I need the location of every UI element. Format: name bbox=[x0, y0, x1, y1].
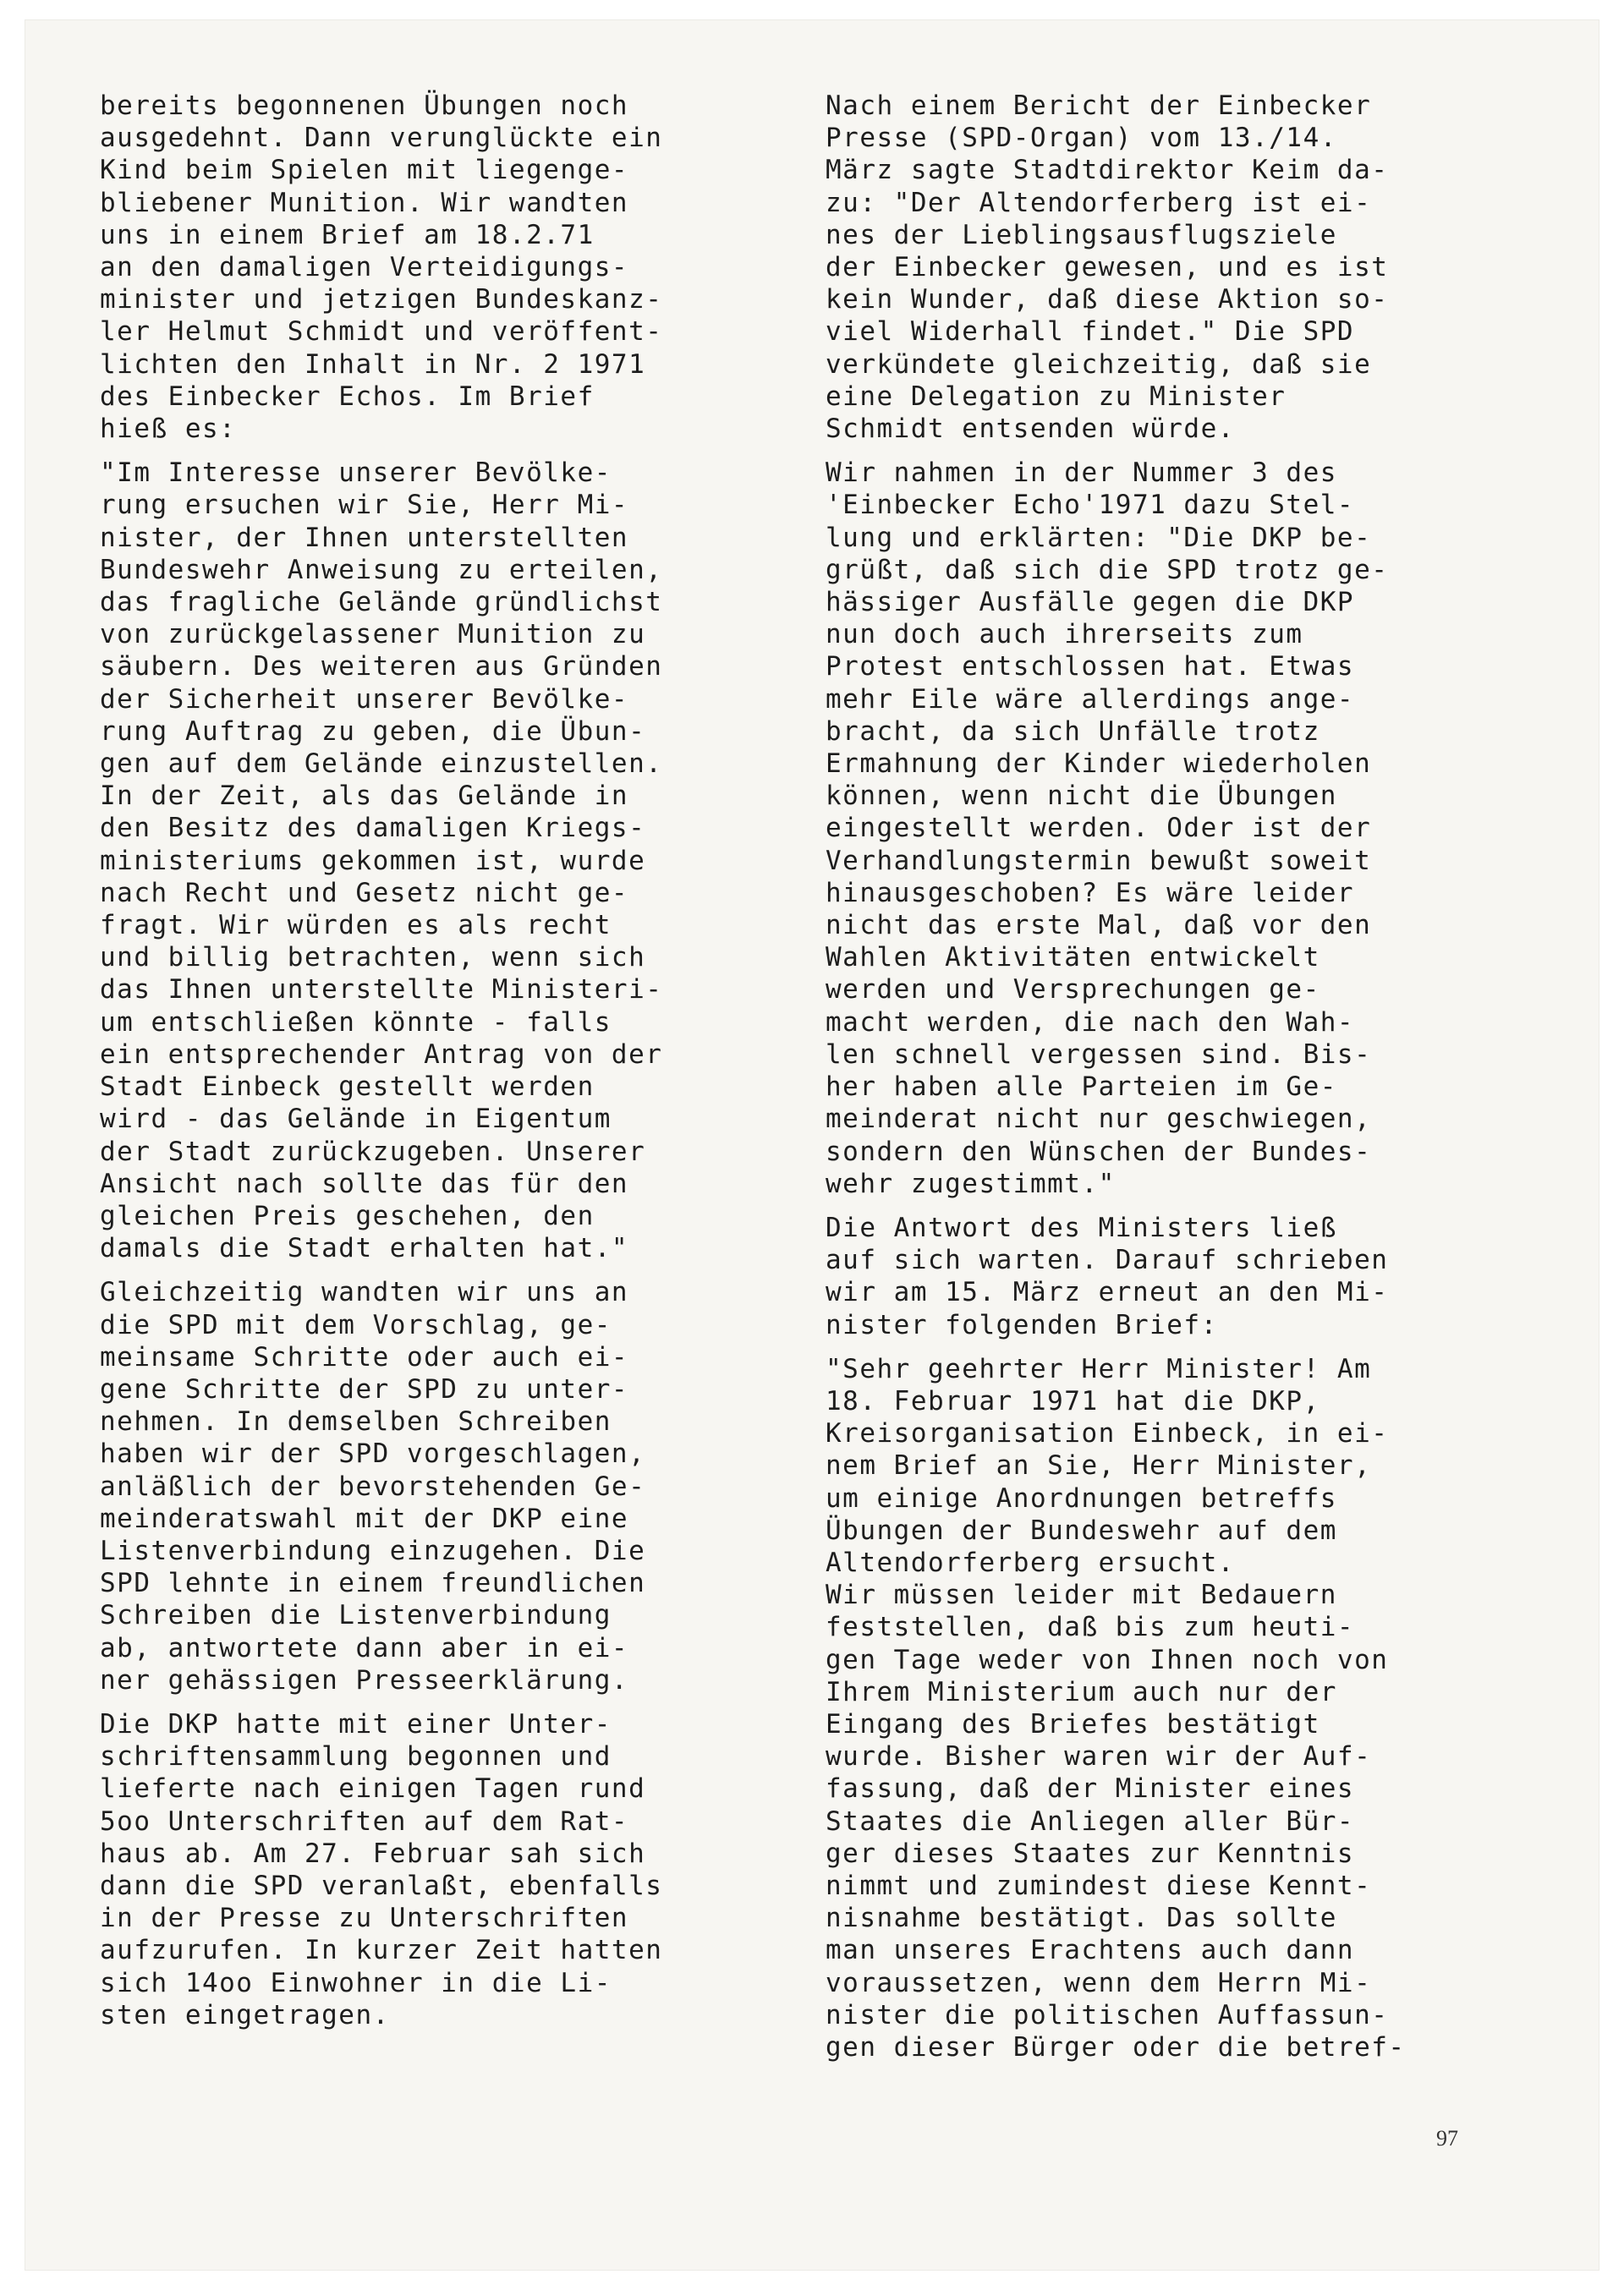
paragraph bbox=[100, 90, 768, 445]
text-line: ein entsprechender Antrag von der bbox=[100, 1038, 663, 1070]
text-line: Protest entschlossen hat. Etwas bbox=[826, 651, 1355, 682]
text-line: bracht, da sich Unfälle trotz bbox=[826, 715, 1320, 747]
text-line: hässiger Ausfälle gegen die DKP bbox=[826, 587, 1355, 618]
text-line: können, wenn nicht die Übungen bbox=[826, 781, 1337, 812]
text-line: ger dieses Staates zur Kenntnis bbox=[826, 1838, 1355, 1869]
text-line: gleichen Preis geschehen, den bbox=[100, 1200, 595, 1231]
text-line: viel Widerhall findet." Die SPD bbox=[826, 316, 1355, 348]
text-line: her haben alle Parteien im Ge- bbox=[826, 1071, 1337, 1103]
text-line: Stadt Einbeck gestellt werden bbox=[100, 1071, 595, 1103]
text-line: aufzurufen. In kurzer Zeit hatten bbox=[100, 1935, 663, 1966]
text-line: kein Wunder, daß diese Aktion so- bbox=[826, 284, 1389, 315]
text-line: bereits begonnenen Übungen noch bbox=[100, 90, 629, 121]
text-line: Verhandlungstermin bewußt soweit bbox=[826, 845, 1372, 876]
text-line: lichten den Inhalt in Nr. 2 1971 bbox=[100, 348, 646, 380]
text-line: der Stadt zurückzugeben. Unserer bbox=[100, 1136, 646, 1167]
text-line: nem Brief an Sie, Herr Minister, bbox=[826, 1450, 1372, 1482]
text-column-right bbox=[826, 90, 1494, 2075]
text-line: gen Tage weder von Ihnen noch von bbox=[826, 1644, 1389, 1675]
text-line: Schreiben die Listenverbindung bbox=[100, 1600, 612, 1631]
text-line: hieß es: bbox=[100, 414, 237, 445]
paragraph bbox=[826, 1212, 1494, 1341]
text-line: sondern den Wünschen der Bundes- bbox=[826, 1136, 1372, 1167]
text-line: sten eingetragen. bbox=[100, 1999, 390, 2030]
paragraph bbox=[826, 1353, 1494, 2063]
text-line: auf sich warten. Darauf schrieben bbox=[826, 1245, 1389, 1276]
text-line: Staates die Anliegen aller Bür- bbox=[826, 1806, 1355, 1837]
text-line: an den damaligen Verteidigungs- bbox=[100, 252, 629, 283]
text-line: das Ihnen unterstellte Ministeri- bbox=[100, 974, 663, 1006]
text-line: anläßlich der bevorstehenden Ge- bbox=[100, 1471, 646, 1502]
text-line: fragt. Wir würden es als recht bbox=[100, 910, 612, 941]
text-line: haus ab. Am 27. Februar sah sich bbox=[100, 1838, 646, 1869]
text-line: nimmt und zumindest diese Kennt- bbox=[826, 1870, 1372, 1901]
text-line: Ihrem Ministerium auch nur der bbox=[826, 1676, 1337, 1707]
document-page bbox=[25, 20, 1599, 2270]
text-line: Die DKP hatte mit einer Unter- bbox=[100, 1708, 612, 1740]
text-line: wurde. Bisher waren wir der Auf- bbox=[826, 1741, 1372, 1773]
text-line: ministeriums gekommen ist, wurde bbox=[100, 845, 646, 876]
text-line: Altendorferberg ersucht. bbox=[826, 1547, 1235, 1578]
text-line: Die Antwort des Ministers ließ bbox=[826, 1212, 1337, 1243]
text-line: dann die SPD veranlaßt, ebenfalls bbox=[100, 1870, 663, 1901]
text-line: die SPD mit dem Vorschlag, ge- bbox=[100, 1309, 612, 1340]
text-line: Wir müssen leider mit Bedauern bbox=[826, 1580, 1337, 1611]
text-line: Nach einem Bericht der Einbecker bbox=[826, 90, 1372, 121]
text-line: Listenverbindung einzugehen. Die bbox=[100, 1535, 646, 1566]
text-line: werden und Versprechungen ge- bbox=[826, 974, 1320, 1006]
text-line: meinsame Schritte oder auch ei- bbox=[100, 1341, 629, 1373]
text-line: grüßt, daß sich die SPD trotz ge- bbox=[826, 554, 1389, 585]
text-line: "Im Interesse unserer Bevölke- bbox=[100, 458, 612, 489]
text-line: mehr Eile wäre allerdings ange- bbox=[826, 683, 1355, 715]
page-number: 97 bbox=[1436, 2126, 1458, 2151]
text-line: feststellen, daß bis zum heuti- bbox=[826, 1612, 1355, 1643]
text-line: 5oo Unterschriften auf dem Rat- bbox=[100, 1806, 629, 1837]
text-line: 18. Februar 1971 hat die DKP, bbox=[826, 1385, 1320, 1417]
text-line: man unseres Erachtens auch dann bbox=[826, 1935, 1355, 1966]
text-line: ler Helmut Schmidt und veröffent- bbox=[100, 316, 663, 348]
text-line: sich 14oo Einwohner in die Li- bbox=[100, 1967, 612, 1998]
text-line: lieferte nach einigen Tagen rund bbox=[100, 1773, 646, 1805]
text-line: lung und erklärten: "Die DKP be- bbox=[826, 522, 1372, 553]
text-line: ausgedehnt. Dann verunglückte ein bbox=[100, 123, 663, 154]
text-line: säubern. Des weiteren aus Gründen bbox=[100, 651, 663, 682]
text-line: Bundeswehr Anweisung zu erteilen, bbox=[100, 554, 663, 585]
text-line: eingestellt werden. Oder ist der bbox=[826, 813, 1372, 844]
text-line: des Einbecker Echos. Im Brief bbox=[100, 381, 595, 412]
text-line: Gleichzeitig wandten wir uns an bbox=[100, 1277, 629, 1308]
text-line: Kind beim Spielen mit liegenge- bbox=[100, 155, 629, 186]
text-line: Schmidt entsenden würde. bbox=[826, 414, 1235, 445]
text-line: rung Auftrag zu geben, die Übun- bbox=[100, 715, 646, 747]
text-line: voraussetzen, wenn dem Herrn Mi- bbox=[826, 1967, 1372, 1998]
text-line: verkündete gleichzeitig, daß sie bbox=[826, 348, 1372, 380]
text-line: zu: "Der Altendorferberg ist ei- bbox=[826, 187, 1372, 218]
text-line: in der Presse zu Unterschriften bbox=[100, 1903, 629, 1934]
text-line: minister und jetzigen Bundeskanz- bbox=[100, 284, 663, 315]
text-line: hinausgeschoben? Es wäre leider bbox=[826, 877, 1355, 908]
text-line: rung ersuchen wir Sie, Herr Mi- bbox=[100, 490, 629, 521]
paragraph bbox=[100, 1276, 768, 1696]
text-line: wird - das Gelände in Eigentum bbox=[100, 1104, 612, 1135]
text-line: nehmen. In demselben Schreiben bbox=[100, 1406, 612, 1438]
text-line: Wir nahmen in der Nummer 3 des bbox=[826, 458, 1337, 489]
text-line: der Sicherheit unserer Bevölke- bbox=[100, 683, 629, 715]
text-line: um entschließen könnte - falls bbox=[100, 1006, 612, 1038]
text-line: Presse (SPD-Organ) vom 13./14. bbox=[826, 123, 1337, 154]
text-line: meinderatswahl mit der DKP eine bbox=[100, 1503, 629, 1534]
text-line: haben wir der SPD vorgeschlagen, bbox=[100, 1438, 646, 1470]
text-line: Eingang des Briefes bestätigt bbox=[826, 1708, 1320, 1740]
text-line: nach Recht und Gesetz nicht ge- bbox=[100, 877, 629, 908]
text-line: gen dieser Bürger oder die betref- bbox=[826, 2031, 1406, 2063]
text-line: gene Schritte der SPD zu unter- bbox=[100, 1373, 629, 1405]
paragraph bbox=[100, 1708, 768, 2031]
text-line: Ansicht nach sollte das für den bbox=[100, 1168, 629, 1199]
text-line: von zurückgelassener Munition zu bbox=[100, 619, 646, 650]
text-line: um einige Anordnungen betreffs bbox=[826, 1482, 1337, 1514]
text-line: uns in einem Brief am 18.2.71 bbox=[100, 219, 595, 250]
text-line: nister die politischen Auffassun- bbox=[826, 1999, 1389, 2030]
text-line: meinderat nicht nur geschwiegen, bbox=[826, 1104, 1372, 1135]
text-line: nicht das erste Mal, daß vor den bbox=[826, 910, 1372, 941]
text-line: und billig betrachten, wenn sich bbox=[100, 942, 646, 973]
text-line: das fragliche Gelände gründlichst bbox=[100, 587, 663, 618]
paragraph bbox=[100, 457, 768, 1264]
text-line: Kreisorganisation Einbeck, in ei- bbox=[826, 1418, 1389, 1449]
text-line: nes der Lieblingsausflugsziele bbox=[826, 219, 1337, 250]
text-line: len schnell vergessen sind. Bis- bbox=[826, 1038, 1372, 1070]
paragraph bbox=[826, 457, 1494, 1200]
text-line: wir am 15. März erneut an den Mi- bbox=[826, 1277, 1389, 1308]
text-line: In der Zeit, als das Gelände in bbox=[100, 781, 629, 812]
text-line: "Sehr geehrter Herr Minister! Am bbox=[826, 1353, 1372, 1384]
text-line: macht werden, die nach den Wah- bbox=[826, 1006, 1355, 1038]
text-line: der Einbecker gewesen, und es ist bbox=[826, 252, 1389, 283]
text-column-left bbox=[100, 90, 768, 2043]
text-line: gen auf dem Gelände einzustellen. bbox=[100, 748, 663, 780]
text-line: Ermahnung der Kinder wiederholen bbox=[826, 748, 1372, 780]
text-line: nun doch auch ihrerseits zum bbox=[826, 619, 1303, 650]
text-line: ner gehässigen Presseerklärung. bbox=[100, 1664, 629, 1696]
text-line: Übungen der Bundeswehr auf dem bbox=[826, 1515, 1337, 1546]
paragraph bbox=[826, 90, 1494, 445]
text-line: eine Delegation zu Minister bbox=[826, 381, 1287, 412]
text-line: damals die Stadt erhalten hat." bbox=[100, 1233, 629, 1264]
text-line: 'Einbecker Echo'1971 dazu Stel- bbox=[826, 490, 1355, 521]
text-line: nister folgenden Brief: bbox=[826, 1309, 1218, 1340]
text-line: bliebener Munition. Wir wandten bbox=[100, 187, 629, 218]
text-line: März sagte Stadtdirektor Keim da- bbox=[826, 155, 1389, 186]
text-line: wehr zugestimmt." bbox=[826, 1168, 1116, 1199]
text-line: schriftensammlung begonnen und bbox=[100, 1741, 612, 1773]
text-line: den Besitz des damaligen Kriegs- bbox=[100, 813, 646, 844]
text-line: nister, der Ihnen unterstellten bbox=[100, 522, 629, 553]
text-line: ab, antwortete dann aber in ei- bbox=[100, 1632, 629, 1663]
text-line: SPD lehnte in einem freundlichen bbox=[100, 1568, 646, 1599]
text-line: fassung, daß der Minister eines bbox=[826, 1773, 1355, 1805]
text-line: Wahlen Aktivitäten entwickelt bbox=[826, 942, 1320, 973]
text-line: nisnahme bestätigt. Das sollte bbox=[826, 1903, 1337, 1934]
